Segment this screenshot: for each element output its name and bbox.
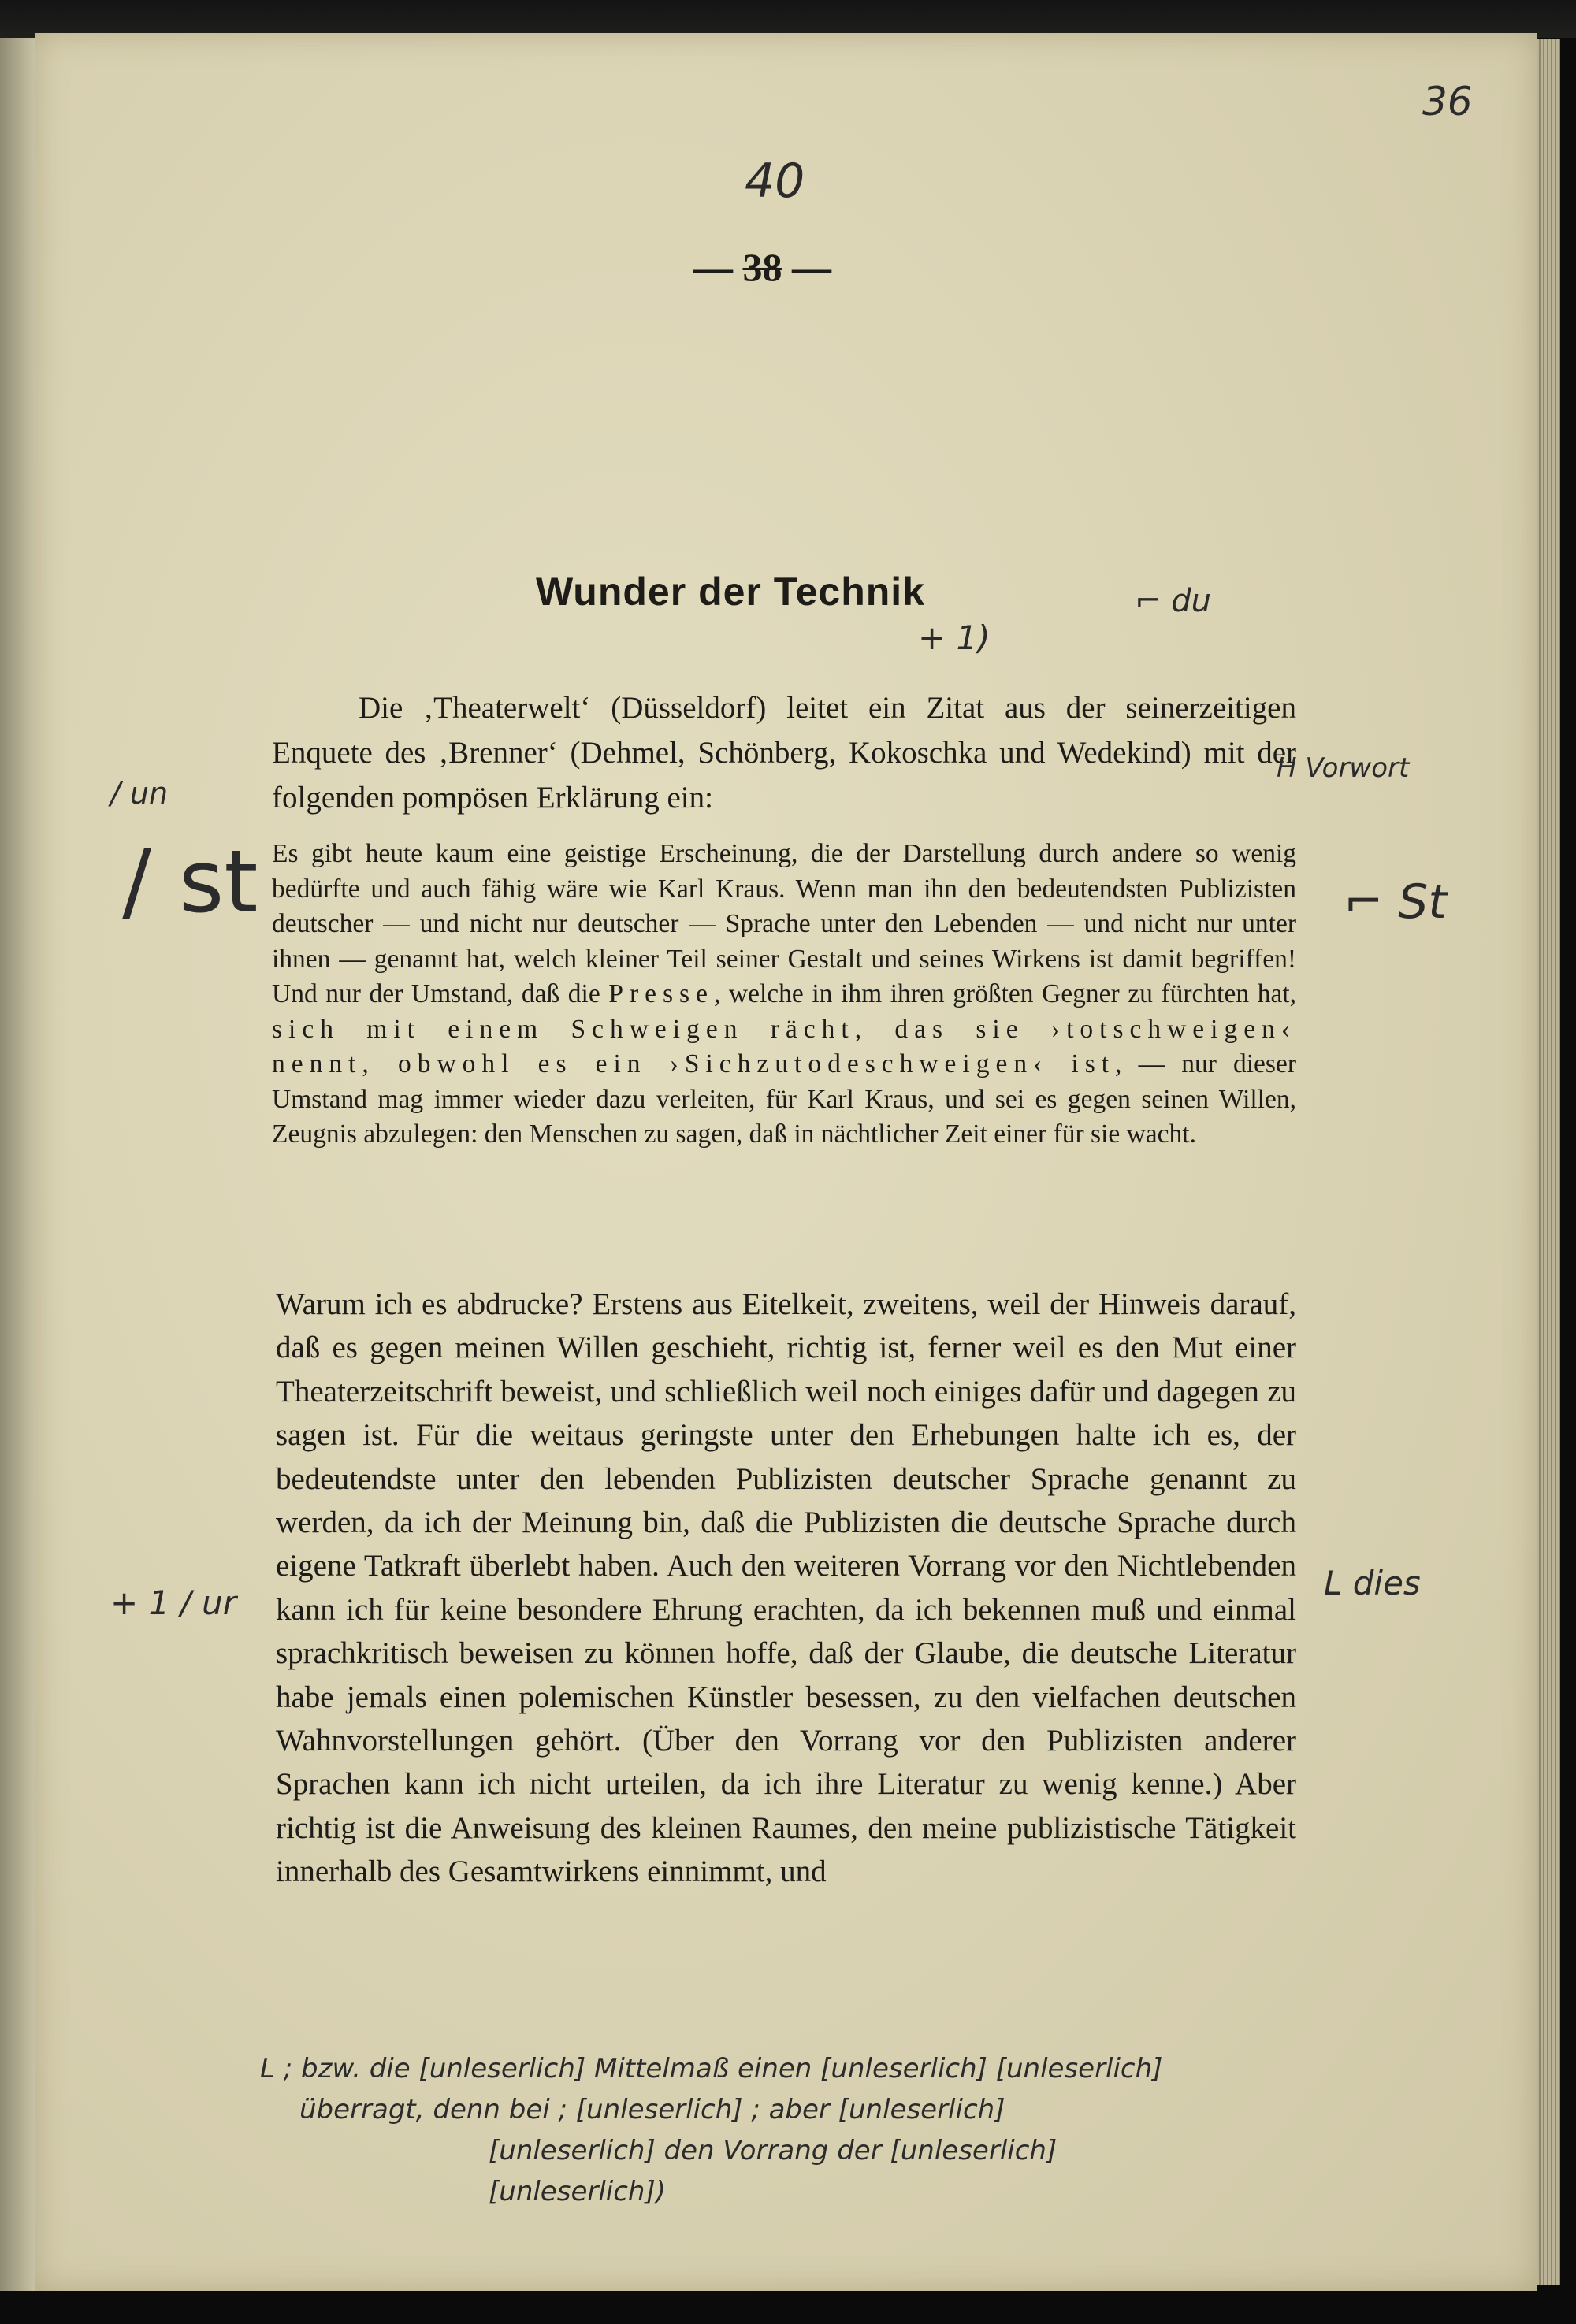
handwritten-page-number: 40	[745, 154, 805, 209]
book-cover-edge	[0, 0, 1576, 38]
margin-note-right-4: L dies	[1324, 1564, 1421, 1602]
folio-number: 36	[1422, 79, 1473, 124]
intro-paragraph: Die ‚Theaterwelt‘ (Düsseldorf) leitet ein Zitat aus der seinerzeitigen Enquete des ‚Brenner‘ (Dehmel, Schönberg, Kokoschka und Wedekind) mit der folgenden pompösen Erklärung ein:	[272, 691, 1296, 815]
article-title: Wunder der Technik	[536, 570, 926, 614]
binding-edge	[0, 38, 35, 2291]
page-dash-right: —	[792, 245, 831, 289]
quote-text-2: , welche in ihm ihren größten Gegner zu fürchten hat,	[713, 979, 1296, 1008]
body-paragraph: Warum ich es abdrucke? Erstens aus Eitelkeit, zweitens, weil der Hinweis darauf, daß es gegen meinen Willen geschieht, richtig ist, ferner weil es den Mut einer Theaterzeitschrift beweist, und schließlich weil noch einiges dafür und dagegen zu sagen ist. Für die weitaus geringste unter den Erhebungen halte ich es, der bedeutendste unter den lebenden Publizisten deutscher Sprache genannt zu werden, da ich der Meinung bin, daß die Publizisten die deutsche Sprache durch eigene Tatkraft überlebt haben. Auch den weiteren Vorrang vor den Nichtlebenden kann ich für keine besondere Ehrung erachten, da ich bekennen muß und einmal sprachkritisch beweisen zu können hoffe, daß der Glaube, die deutsche Literatur habe jemals einen polemischen Künstler besessen, zu den vielfachen deutschen Wahnvorstellungen gehört. (Über den Vorrang vor den Publizisten anderer Sprachen kann ich nicht urteilen, da ich ihre Literatur zu wenig kenne.) Aber richtig ist die Anweisung des kleinen Raumes, den meine publizistische Tätigkeit innerhalb des Gesamtwirkens einnimmt, und	[276, 1287, 1296, 1889]
quote-spaced-1: Presse	[608, 979, 714, 1008]
margin-note-right-1: ⌐ du	[1135, 583, 1211, 619]
margin-note-right-2: H Vorwort	[1277, 752, 1410, 784]
margin-note-left-2: / st	[122, 831, 258, 932]
margin-note-left-3: + 1 / ur	[110, 1583, 237, 1622]
quoted-passage	[272, 837, 1296, 1153]
page-dash-left: —	[693, 245, 733, 289]
margin-note-left-1: / un	[110, 776, 169, 811]
quote-text-3: , — nur dieser Umstand mag immer wieder dazu verleiten, für Karl Kraus, und sei es gegen seinen Willen, Zeugnis abzulegen: den Menschen zu sagen, daß in nächtlicher Zeit einer für sie wacht.	[272, 1049, 1296, 1149]
page-number-value: 38	[742, 245, 782, 289]
handwritten-footnote	[260, 2048, 1206, 2212]
footnote-line-1: L ; bzw. die [unleserlich] Mittelmaß einen [unleserlich] [unleserlich]	[260, 2053, 1163, 2085]
printed-page-number	[693, 244, 831, 290]
page-stack-edge	[1537, 39, 1560, 2285]
footnote-line-2: überragt, denn bei ; [unleserlich] ; aber [unleserlich]	[299, 2094, 1005, 2125]
quote-spaced-2: sich mit einem Schweigen rächt, das sie ›totschweigen‹ nennt, obwohl es ein ›Sichzutodeschweigen‹ ist	[272, 1014, 1296, 1078]
title-correction-mark: + 1)	[918, 618, 991, 657]
scanned-page	[35, 33, 1537, 2291]
quote-text-1: Es gibt heute kaum eine geistige Erscheinung, die der Darstellung durch andere so wenig bedürfte und auch fähig wäre wie Karl Kraus. Wenn man ihn den bedeutendsten Publizisten deutscher — und nicht nur deutscher — Sprache unter den Lebenden — und nicht nur unter ihnen — genannt hat, welch kleiner Teil seiner Gestalt und seines Wirkens ist damit begriffen! Und nur der Umstand, daß die	[272, 839, 1296, 1008]
footnote-line-3: [unleserlich] den Vorrang der [unleserlich] [unleserlich])	[489, 2135, 1057, 2207]
margin-note-right-3: ⌐ St	[1344, 874, 1447, 930]
